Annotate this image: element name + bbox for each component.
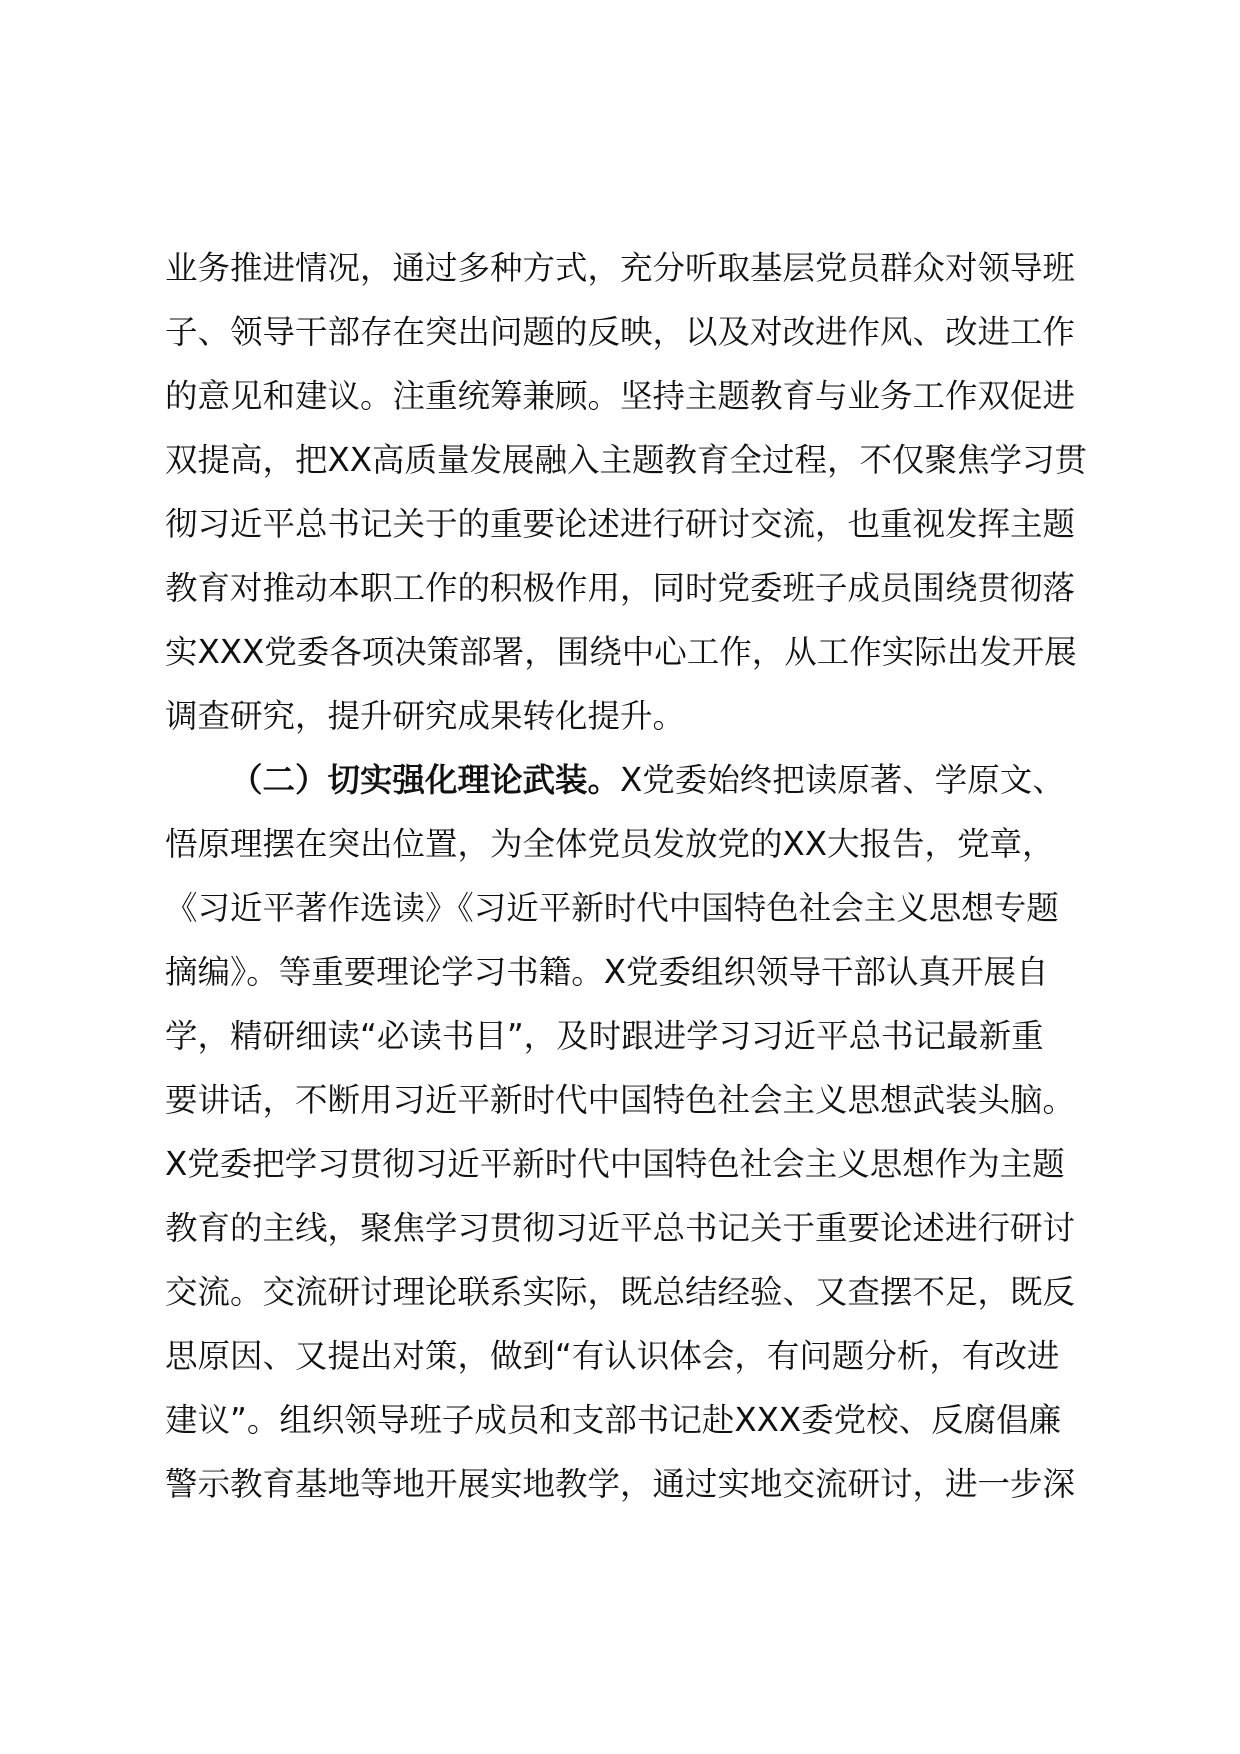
text-line: 警示教育基地等地开展实地教学，通过实地交流研讨，进一步深 [165, 1465, 1076, 1503]
text-line: 交流。交流研讨理论联系实际，既总结经验、又查摆不足，既反 [165, 1273, 1076, 1311]
text-line: 子、领导干部存在突出问题的反映，以及对改进作风、改进工作 [165, 313, 1076, 351]
paragraph-2 [165, 748, 1115, 1516]
text-line: 实XXX党委各项决策部署，围绕中心工作，从工作实际出发开展 [165, 633, 1077, 671]
text-line: 摘编》。等重要理论学习书籍。X党委组织领导干部认真开展自 [165, 953, 1049, 991]
text-line: 双提高，把XX高质量发展融入主题教育全过程，不仅聚焦学习贯 [165, 441, 1088, 479]
text-line: 学，精研细读“必读书目”，及时跟进学习习近平总书记最新重 [165, 1017, 1044, 1055]
text-line: 彻习近平总书记关于的重要论述进行研讨交流，也重视发挥主题 [165, 505, 1076, 543]
text-line: 业务推进情况，通过多种方式，充分听取基层党员群众对领导班 [165, 249, 1076, 287]
text-line: 教育对推动本职工作的积极作用，同时党委班子成员围绕贯彻落 [165, 569, 1076, 607]
heading-continuation: X党委始终把读原著、学原文、 [620, 761, 1065, 799]
text-line: 建议”。组织领导班子成员和支部书记赴XXX委党校、反腐倡廉 [165, 1401, 1062, 1439]
text-line: 要讲话，不断用习近平新时代中国特色社会主义思想武装头脑。 [165, 1081, 1076, 1119]
text-line: X党委把学习贯彻习近平新时代中国特色社会主义思想作为主题 [165, 1145, 1065, 1183]
text-line-first [165, 748, 1115, 812]
text-line: 悟原理摆在突出位置，为全体党员发放党的XX大报告，党章， [165, 825, 1055, 863]
text-line: 调查研究，提升研究成果转化提升。 [165, 697, 686, 735]
text-line: 的意见和建议。注重统筹兼顾。坚持主题教育与业务工作双促进 [165, 377, 1076, 415]
paragraph-1 [165, 236, 1115, 748]
text-line: 思原因、又提出对策，做到“有认识体会，有问题分析，有改进 [165, 1337, 1060, 1375]
text-line: 教育的主线，聚焦学习贯彻习近平总书记关于重要论述进行研讨 [165, 1209, 1076, 1247]
document-body [165, 236, 1115, 1516]
text-line: 《习近平著作选读》《习近平新时代中国特色社会主义思想专题 [165, 889, 1059, 927]
section-heading: （二）切实强化理论武装。 [230, 761, 621, 799]
